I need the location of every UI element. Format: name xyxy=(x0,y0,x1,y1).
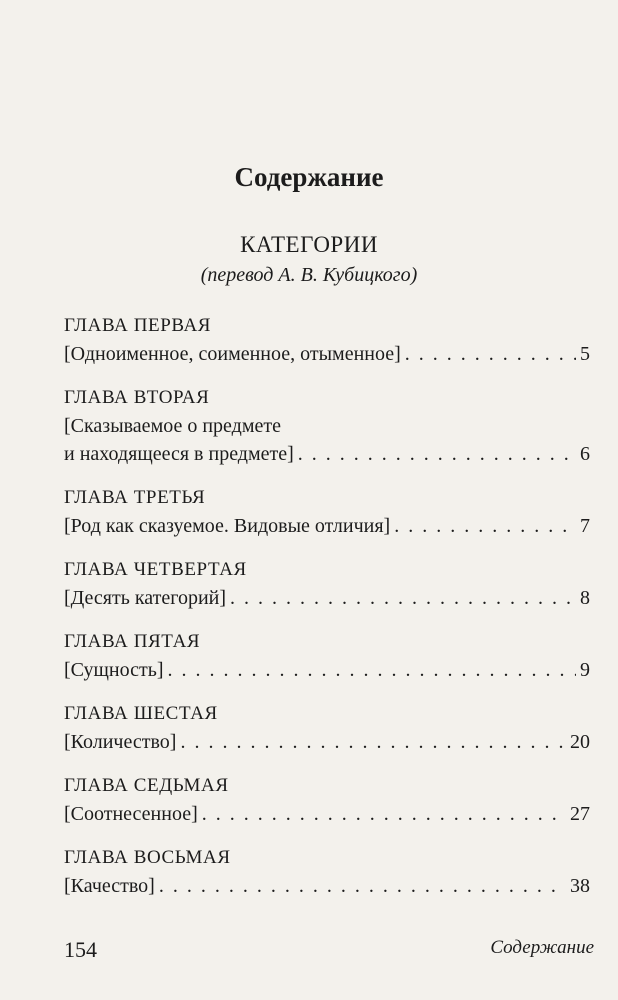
running-title: Содержание xyxy=(490,937,594,958)
chapter-description: и находящееся в предмете] xyxy=(64,443,294,465)
toc-entry xyxy=(64,556,590,612)
chapter-description: [Соотнесенное] xyxy=(64,803,198,825)
chapter-title: ГЛАВА ТРЕТЬЯ xyxy=(64,487,206,508)
section-subtitle: (перевод А. В. Кубицкого) xyxy=(200,264,418,286)
toc-entry xyxy=(64,384,590,468)
chapter-description: [Десять категорий] xyxy=(64,587,227,609)
toc-entry xyxy=(64,628,590,684)
toc-line xyxy=(64,656,590,684)
page-ref: 9 xyxy=(580,659,590,681)
chapter-title: ГЛАВА ВТОРАЯ xyxy=(64,387,210,408)
toc-line xyxy=(64,512,590,540)
page-ref: 7 xyxy=(580,515,590,537)
dot-leader xyxy=(159,872,566,900)
toc-line xyxy=(64,728,590,756)
page-ref: 6 xyxy=(580,443,590,465)
chapter-title: ГЛАВА СЕДЬМАЯ xyxy=(64,775,229,796)
chapter-title: ГЛАВА ЧЕТВЕРТАЯ xyxy=(64,559,247,580)
chapter-description: [Род как сказуемое. Видовые отличия] xyxy=(64,515,391,537)
dot-leader xyxy=(298,440,576,468)
toc-entry xyxy=(64,484,590,540)
page-ref: 27 xyxy=(570,803,590,825)
chapter-description: [Качество] xyxy=(64,875,155,897)
toc-line xyxy=(64,440,590,468)
chapter-description: [Сказываемое о предмете xyxy=(64,415,281,437)
dot-leader xyxy=(230,584,576,612)
dot-leader xyxy=(405,340,576,368)
toc-line xyxy=(64,872,590,900)
page-ref: 5 xyxy=(580,343,590,365)
toc-entry xyxy=(64,772,590,828)
toc-entry xyxy=(64,844,590,900)
page-number: 154 xyxy=(64,937,97,962)
page-ref: 8 xyxy=(580,587,590,609)
chapter-description: [Одноименное, соименное, отыменное] xyxy=(64,343,401,365)
section-title: КАТЕГОРИИ xyxy=(240,232,378,257)
toc-line xyxy=(64,800,590,828)
dot-leader xyxy=(202,800,566,828)
table-of-contents xyxy=(64,312,590,916)
chapter-title: ГЛАВА ШЕСТАЯ xyxy=(64,703,218,724)
toc-line xyxy=(64,340,590,368)
page-ref: 20 xyxy=(570,731,590,753)
dot-leader xyxy=(394,512,576,540)
chapter-description: [Количество] xyxy=(64,731,177,753)
toc-entry xyxy=(64,700,590,756)
toc-entry xyxy=(64,312,590,368)
chapter-description: [Сущность] xyxy=(64,659,164,681)
chapter-title: ГЛАВА ПЕРВАЯ xyxy=(64,315,212,336)
toc-line xyxy=(64,584,590,612)
dot-leader xyxy=(168,656,576,684)
page-ref: 38 xyxy=(570,875,590,897)
dot-leader xyxy=(180,728,566,756)
chapter-title: ГЛАВА ПЯТАЯ xyxy=(64,631,201,652)
chapter-title: ГЛАВА ВОСЬМАЯ xyxy=(64,847,231,868)
page-heading: Содержание xyxy=(234,162,384,192)
